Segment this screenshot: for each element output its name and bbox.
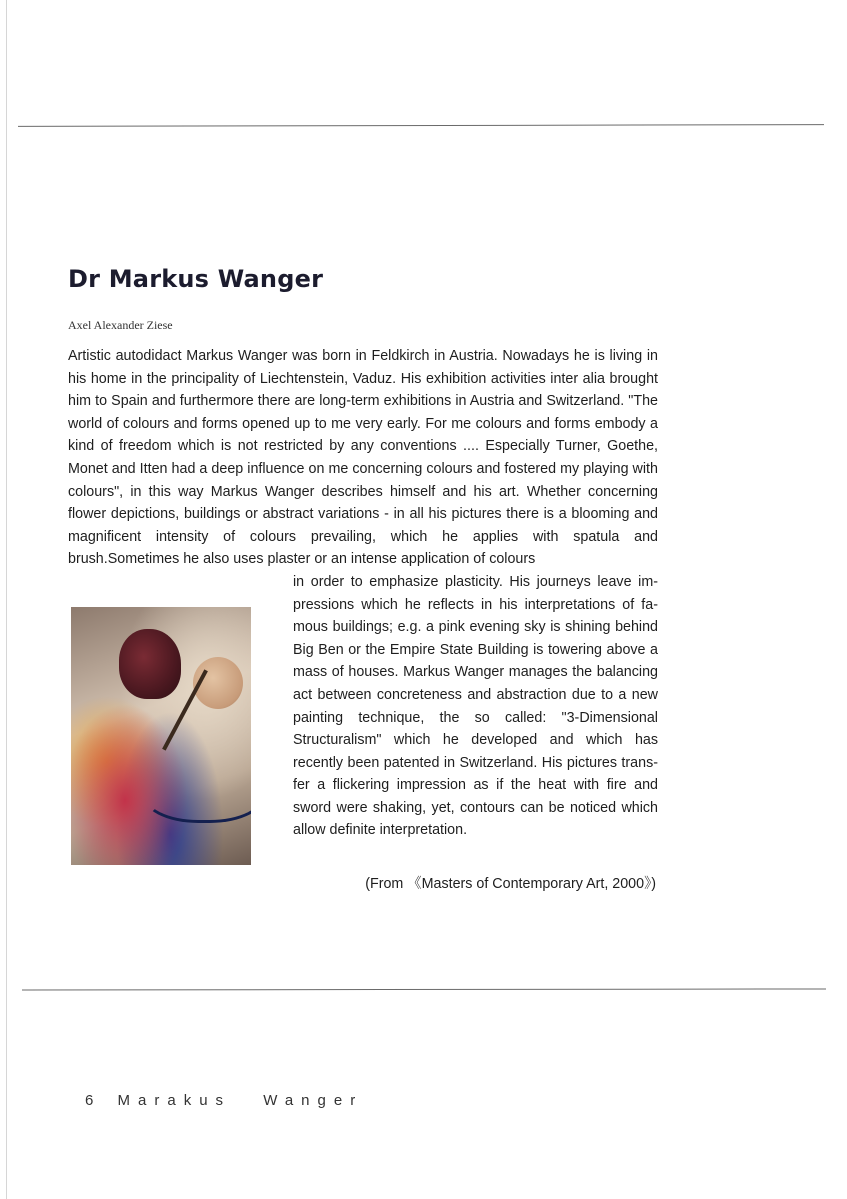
artist-painting-photo	[71, 607, 251, 865]
article-author: Axel Alexander Ziese	[68, 318, 173, 332]
footer-first-name: Marakus	[117, 1092, 232, 1109]
article-body	[68, 345, 658, 896]
article-paragraph-wrap: in order to emphasize plasticity. His journeys leave impressions which he reflects in his interpretations of famous buildings; e.g. a pink evening sky is shining behind Big Ben or the Empire State Building is towering above a mass of houses. Markus Wanger manages the balancing act between concreteness and abstraction due to a new painting technique, the so called: "3-Dimensional Structuralism" which he developed and which has recently been patented in Switzerland. His pictures transfer a flickering impression as if the heat with fire and sword were shaking, yet, contours can be noticed which allow definite interpretation.	[293, 573, 658, 839]
footer-last-name: Wanger	[263, 1092, 364, 1109]
page-footer	[85, 1092, 363, 1109]
top-divider	[18, 124, 824, 127]
bottom-divider	[22, 988, 826, 990]
scan-edge	[6, 0, 7, 1199]
page-number: 6	[85, 1092, 94, 1109]
article-title: Dr Markus Wanger	[68, 265, 324, 293]
article-paragraph-top: Artistic autodidact Markus Wanger was born in Feldkirch in Austria. Nowadays he is living in his home in the principality of Liechtenstein, Vaduz. His exhibition activities inter alia brought him to Spain and furthermore there are long-term exhibitions in Austria and Switzerland. "The world of colours and forms opened up to me very early. For me colours and forms embody a kind of freedom which is not restricted by any conventions .... Especially Turner, Goethe, Monet and Itten had a deep influence on me concerning colours and fostered my playing with colours", in this way Markus Wanger describes himself and his art. Whether concerning flower depictions, buildings or abstract variations - in all his pictures there is a blooming and magnificent intensity of colours prevailing, which he applies with spatula and brush.Sometimes he also uses plaster or an intense application of colours	[68, 348, 658, 568]
article-source: (From 《Masters of Contemporary Art, 2000》)	[365, 875, 656, 892]
